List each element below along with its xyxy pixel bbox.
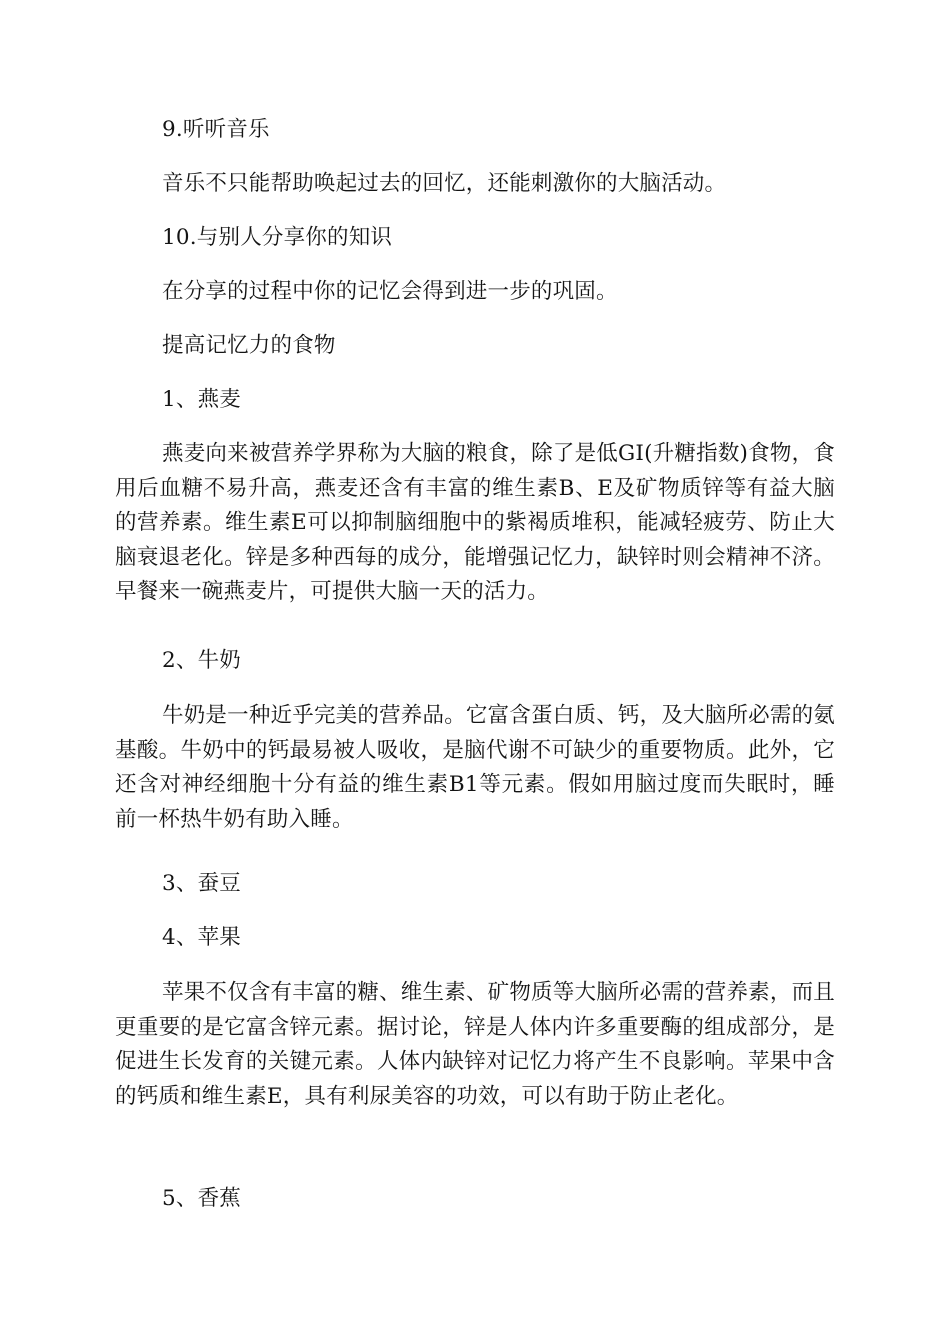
food-heading-milk: 2、牛奶	[162, 648, 241, 673]
paragraph-milk: 牛奶是一种近乎完美的营养品。它富含蛋白质、钙，及大脑所必需的氨基酸。牛奶中的钙最易被人吸收，是脑代谢不可缺少的重要物质。此外，它还含对神经细胞十分有益的维生素B1等元素。假如用脑过度而失眠时，睡前一杯热牛奶有助入睡。	[115, 703, 835, 832]
section-heading-share-knowledge: 10.与别人分享你的知识	[162, 225, 393, 250]
paragraph-sharing: 在分享的过程中你的记忆会得到进一步的巩固。	[162, 279, 618, 304]
paragraph-apple: 苹果不仅含有丰富的糖、维生素、矿物质等大脑所必需的营养素，而且更重要的是它富含锌元素。据讨论，锌是人体内许多重要酶的组成部分，是促进生长发育的关键元素。人体内缺锌对记忆力将产生不良影响。苹果中含的钙质和维生素E，具有利尿美容的功效，可以有助于防止老化。	[115, 980, 835, 1109]
food-heading-banana: 5、香蕉	[162, 1186, 241, 1211]
paragraph-oats: 燕麦向来被营养学界称为大脑的粮食，除了是低GI(升糖指数)食物，食用后血糖不易升高，燕麦还含有丰富的维生素B、E及矿物质锌等有益大脑的营养素。维生素E可以抑制脑细胞中的紫褐质堆积，能减轻疲劳、防止大脑衰退老化。锌是多种西每的成分，能增强记忆力，缺锌时则会精神不济。早餐来一碗燕麦片，可提供大脑一天的活力。	[115, 441, 835, 605]
food-heading-apple: 4、苹果	[162, 925, 241, 950]
paragraph-music: 音乐不只能帮助唤起过去的回忆，还能刺激你的大脑活动。	[162, 171, 727, 196]
section-heading-memory-foods: 提高记忆力的食物	[162, 333, 336, 358]
section-heading-listen-music: 9.听听音乐	[162, 117, 270, 142]
food-heading-broad-bean: 3、蚕豆	[162, 871, 241, 896]
food-heading-oats: 1、燕麦	[162, 387, 241, 412]
